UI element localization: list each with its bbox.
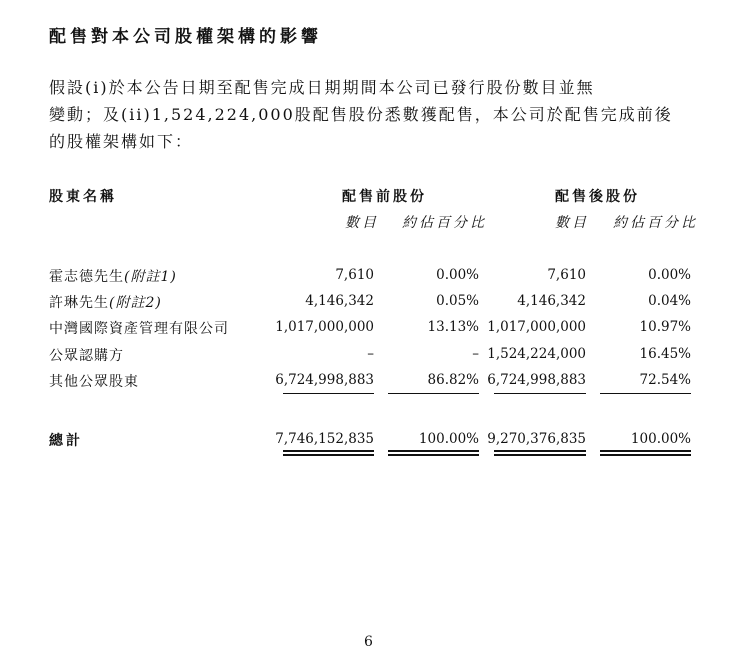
sub-header-percent-after: 約佔百分比 [613,215,698,231]
before-number: 1,017,000,000 [275,319,374,335]
total-after-number: 9,270,376,835 [487,431,586,447]
subtotal-rule [388,393,479,394]
intro-paragraph [49,74,699,155]
after-number: 1,524,224,000 [487,346,586,362]
total-double-rule [600,454,691,456]
table-row [49,318,229,338]
before-number: – [367,346,374,362]
col-group-before: 配售前股份 [342,189,427,205]
col-header-shareholder: 股東名稱 [49,189,117,205]
note-ref: (附註2) [109,295,162,311]
after-percent: 72.54% [639,372,691,388]
col-group-after: 配售後股份 [555,189,640,205]
total-double-rule [494,450,586,452]
subtotal-rule [283,393,374,394]
before-percent: 86.82% [427,372,479,388]
after-number: 6,724,998,883 [487,372,586,388]
sub-header-number-before: 數目 [345,215,379,231]
paragraph-line: 的股權架構如下： [49,132,194,151]
after-number: 1,017,000,000 [487,319,586,335]
before-percent: – [472,346,479,362]
section-title: 配售對本公司股權架構的影響 [49,27,322,47]
total-double-rule [388,454,479,456]
sub-header-number-after: 數目 [555,215,589,231]
table-row [49,292,162,312]
shareholder-name: 中灣國際資產管理有限公司 [49,321,229,337]
page-number: 6 [364,634,373,650]
paragraph-line: 假設(i)於本公告日期至配售完成日期期間本公司已發行股份數目並無 [49,78,595,97]
paragraph-line: 變動；及(ii)1,524,224,000股配售股份悉數獲配售，本公司於配售完成前後 [49,105,673,124]
subtotal-rule [600,393,691,394]
total-double-rule [600,450,691,452]
total-after-percent: 100.00% [630,431,691,447]
shareholder-name: 許琳先生 [49,295,109,311]
after-percent: 0.00% [648,267,691,283]
shareholder-name: 公眾認購方 [49,348,124,364]
before-number: 6,724,998,883 [275,372,374,388]
after-number: 7,610 [547,267,586,283]
total-before-percent: 100.00% [418,431,479,447]
before-number: 7,610 [335,267,374,283]
after-number: 4,146,342 [517,293,586,309]
before-percent: 0.00% [436,267,479,283]
total-double-rule [283,450,374,452]
table-row [49,371,139,391]
before-number: 4,146,342 [305,293,374,309]
total-double-rule [494,454,586,456]
total-double-rule [388,450,479,452]
total-before-number: 7,746,152,835 [275,431,374,447]
after-percent: 10.97% [639,319,691,335]
total-label: 總計 [49,433,83,449]
shareholder-name: 霍志德先生 [49,269,124,285]
subtotal-rule [494,393,586,394]
table-row [49,266,177,286]
before-percent: 0.05% [436,293,479,309]
shareholder-name: 其他公眾股東 [49,374,139,390]
after-percent: 16.45% [639,346,691,362]
sub-header-percent-before: 約佔百分比 [402,215,487,231]
after-percent: 0.04% [648,293,691,309]
before-percent: 13.13% [427,319,479,335]
total-double-rule [283,454,374,456]
table-row [49,345,124,365]
note-ref: (附註1) [124,269,177,285]
